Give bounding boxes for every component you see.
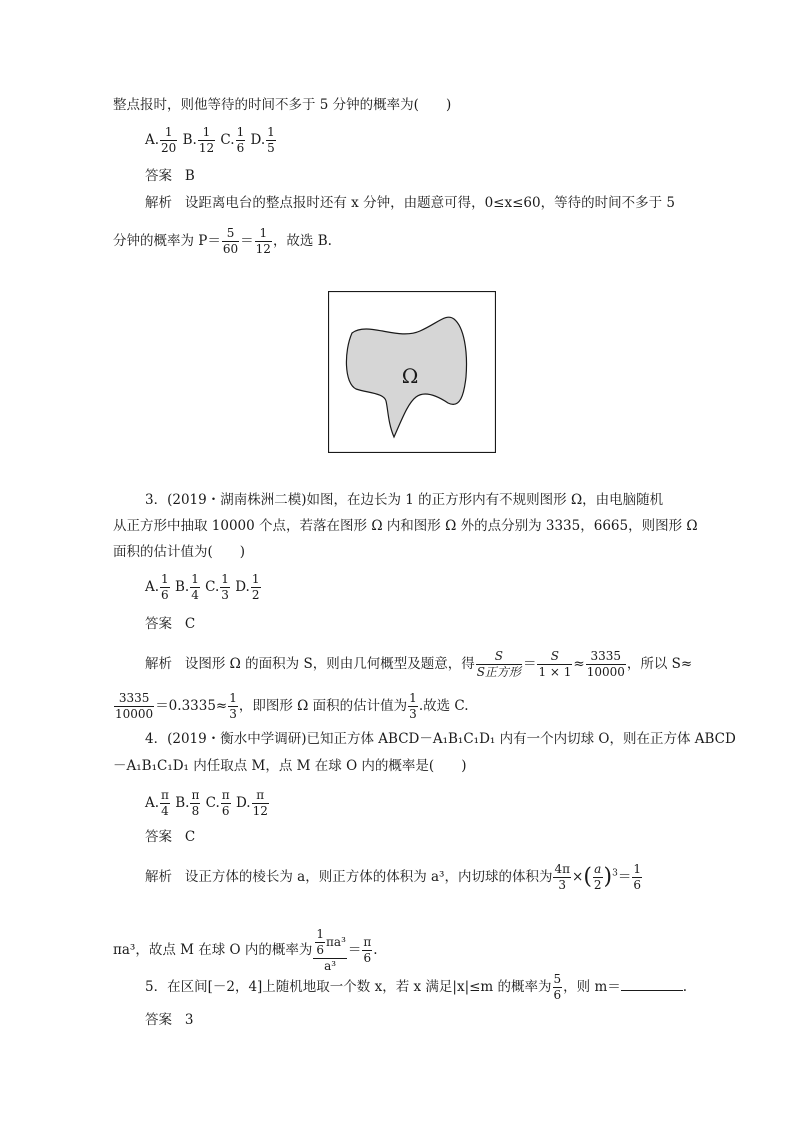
answer-label: 答案 xyxy=(145,168,172,184)
answer-value: C xyxy=(184,829,196,845)
q4-line2: －A₁B₁C₁D₁ 内任取点 M，点 M 在球 O 内的概率是( ) xyxy=(113,758,467,774)
q3-answer xyxy=(145,614,195,634)
q4-analysis-line1: 解析 设正方体的棱长为 a，则正方体的体积为 a³，内切球的体积为 $\frac{4\pi}{3}$ ×( $\frac{a}{2}$ )$^3$＝ $\frac{1}{6}$ xyxy=(145,862,642,892)
answer-label: 答案 xyxy=(145,616,172,632)
q2-answer xyxy=(145,166,195,186)
option-b[interactable]: B. $\frac{1}{4}$ xyxy=(174,572,199,602)
option-c[interactable]: C. $\frac{1}{3}$ xyxy=(205,572,229,602)
option-d[interactable]: D. $\frac{1}{2}$ xyxy=(235,572,260,602)
omega-figure xyxy=(328,291,496,453)
q4-line1: 4．(2019・衡水中学调研)已知正方体 ABCD－A₁B₁C₁D₁ 内有一个内切球 O，则在正方体 ABCD xyxy=(145,731,736,747)
q2-analysis-line1: 解析 设距离电台的整点报时还有 x 分钟，由题意可得，0≤x≤60，等待的时间不多于 5 xyxy=(145,195,675,211)
q3-analysis-line1: 解析 设图形 Ω 的面积为 S，则由几何概型及题意，得 $\frac{S}{\text{S正方形}}$ ＝ $\frac{S}{1 \times 1}$ ≈ $\frac{3335}{10000}$ ，所以 S≈ xyxy=(145,649,693,679)
q2-stem-tail: 整点报时，则他等待的时间不多于 5 分钟的概率为( ) xyxy=(113,97,452,113)
q4-options xyxy=(145,788,270,819)
analysis-label: 解析 xyxy=(145,869,172,885)
q3-line3: 面积的估计值为( ) xyxy=(113,544,246,560)
option-d[interactable]: D. $\frac{\pi}{12}$ xyxy=(235,788,268,818)
answer-label: 答案 xyxy=(145,1012,172,1028)
q3-line1: 3．(2019・湖南株洲二模)如图，在边长为 1 的正方形内有不规则图形 Ω，由电脑随机 xyxy=(145,492,664,508)
option-b[interactable]: B. $\frac{1}{12}$ xyxy=(182,125,215,155)
answer-value: C xyxy=(184,616,196,632)
omega-label: Ω xyxy=(401,364,419,388)
answer-label: 答案 xyxy=(145,829,172,845)
analysis-label: 解析 xyxy=(145,656,172,672)
option-a[interactable]: A. $\frac{1}{6}$ xyxy=(145,572,169,602)
q5-answer xyxy=(145,1010,193,1030)
q3-options xyxy=(145,572,262,603)
q3-line2: 从正方形中抽取 10000 个点，若落在图形 Ω 内和图形 Ω 外的点分别为 3335，6665，则图形 Ω xyxy=(113,518,698,534)
answer-blank[interactable] xyxy=(621,978,683,991)
q5-stem: 5．在区间[－2，4]上随机地取一个数 x，若 x 满足|x|≤m 的概率为 $\frac{5}{6}$ ，则 m＝ . xyxy=(145,972,688,1002)
q4-answer xyxy=(145,827,195,847)
analysis-label: 解析 xyxy=(145,195,172,211)
option-d[interactable]: D. $\frac{1}{5}$ xyxy=(250,125,275,155)
option-a[interactable]: A. $\frac{\pi}{4}$ xyxy=(145,788,169,818)
q4-analysis-line2: πa³，故点 M 在球 O 内的概率为 $\frac{1}{6}$ πa³ a³ ＝ $\frac{\pi}{6}$ . xyxy=(113,927,378,973)
answer-value: B xyxy=(184,168,195,184)
option-c[interactable]: C. $\frac{\pi}{6}$ xyxy=(205,788,230,818)
q2-analysis-line2: 分钟的概率为 P＝ $\frac{5}{60}$ ＝ $\frac{1}{12}$ ，故选 B. xyxy=(113,226,332,256)
q2-options xyxy=(145,125,277,156)
option-c[interactable]: C. $\frac{1}{6}$ xyxy=(220,125,245,155)
option-b[interactable]: B. $\frac{\pi}{8}$ xyxy=(175,788,200,818)
answer-value: 3 xyxy=(184,1012,194,1028)
option-a[interactable]: A. $\frac{1}{20}$ xyxy=(145,125,177,155)
q3-analysis-line2: $\frac{3335}{10000}$ ＝0.3335≈ $\frac{1}{3}$ ，即图形 Ω 面积的估计值为 $\frac{1}{3}$ .故选 C. xyxy=(115,691,469,721)
